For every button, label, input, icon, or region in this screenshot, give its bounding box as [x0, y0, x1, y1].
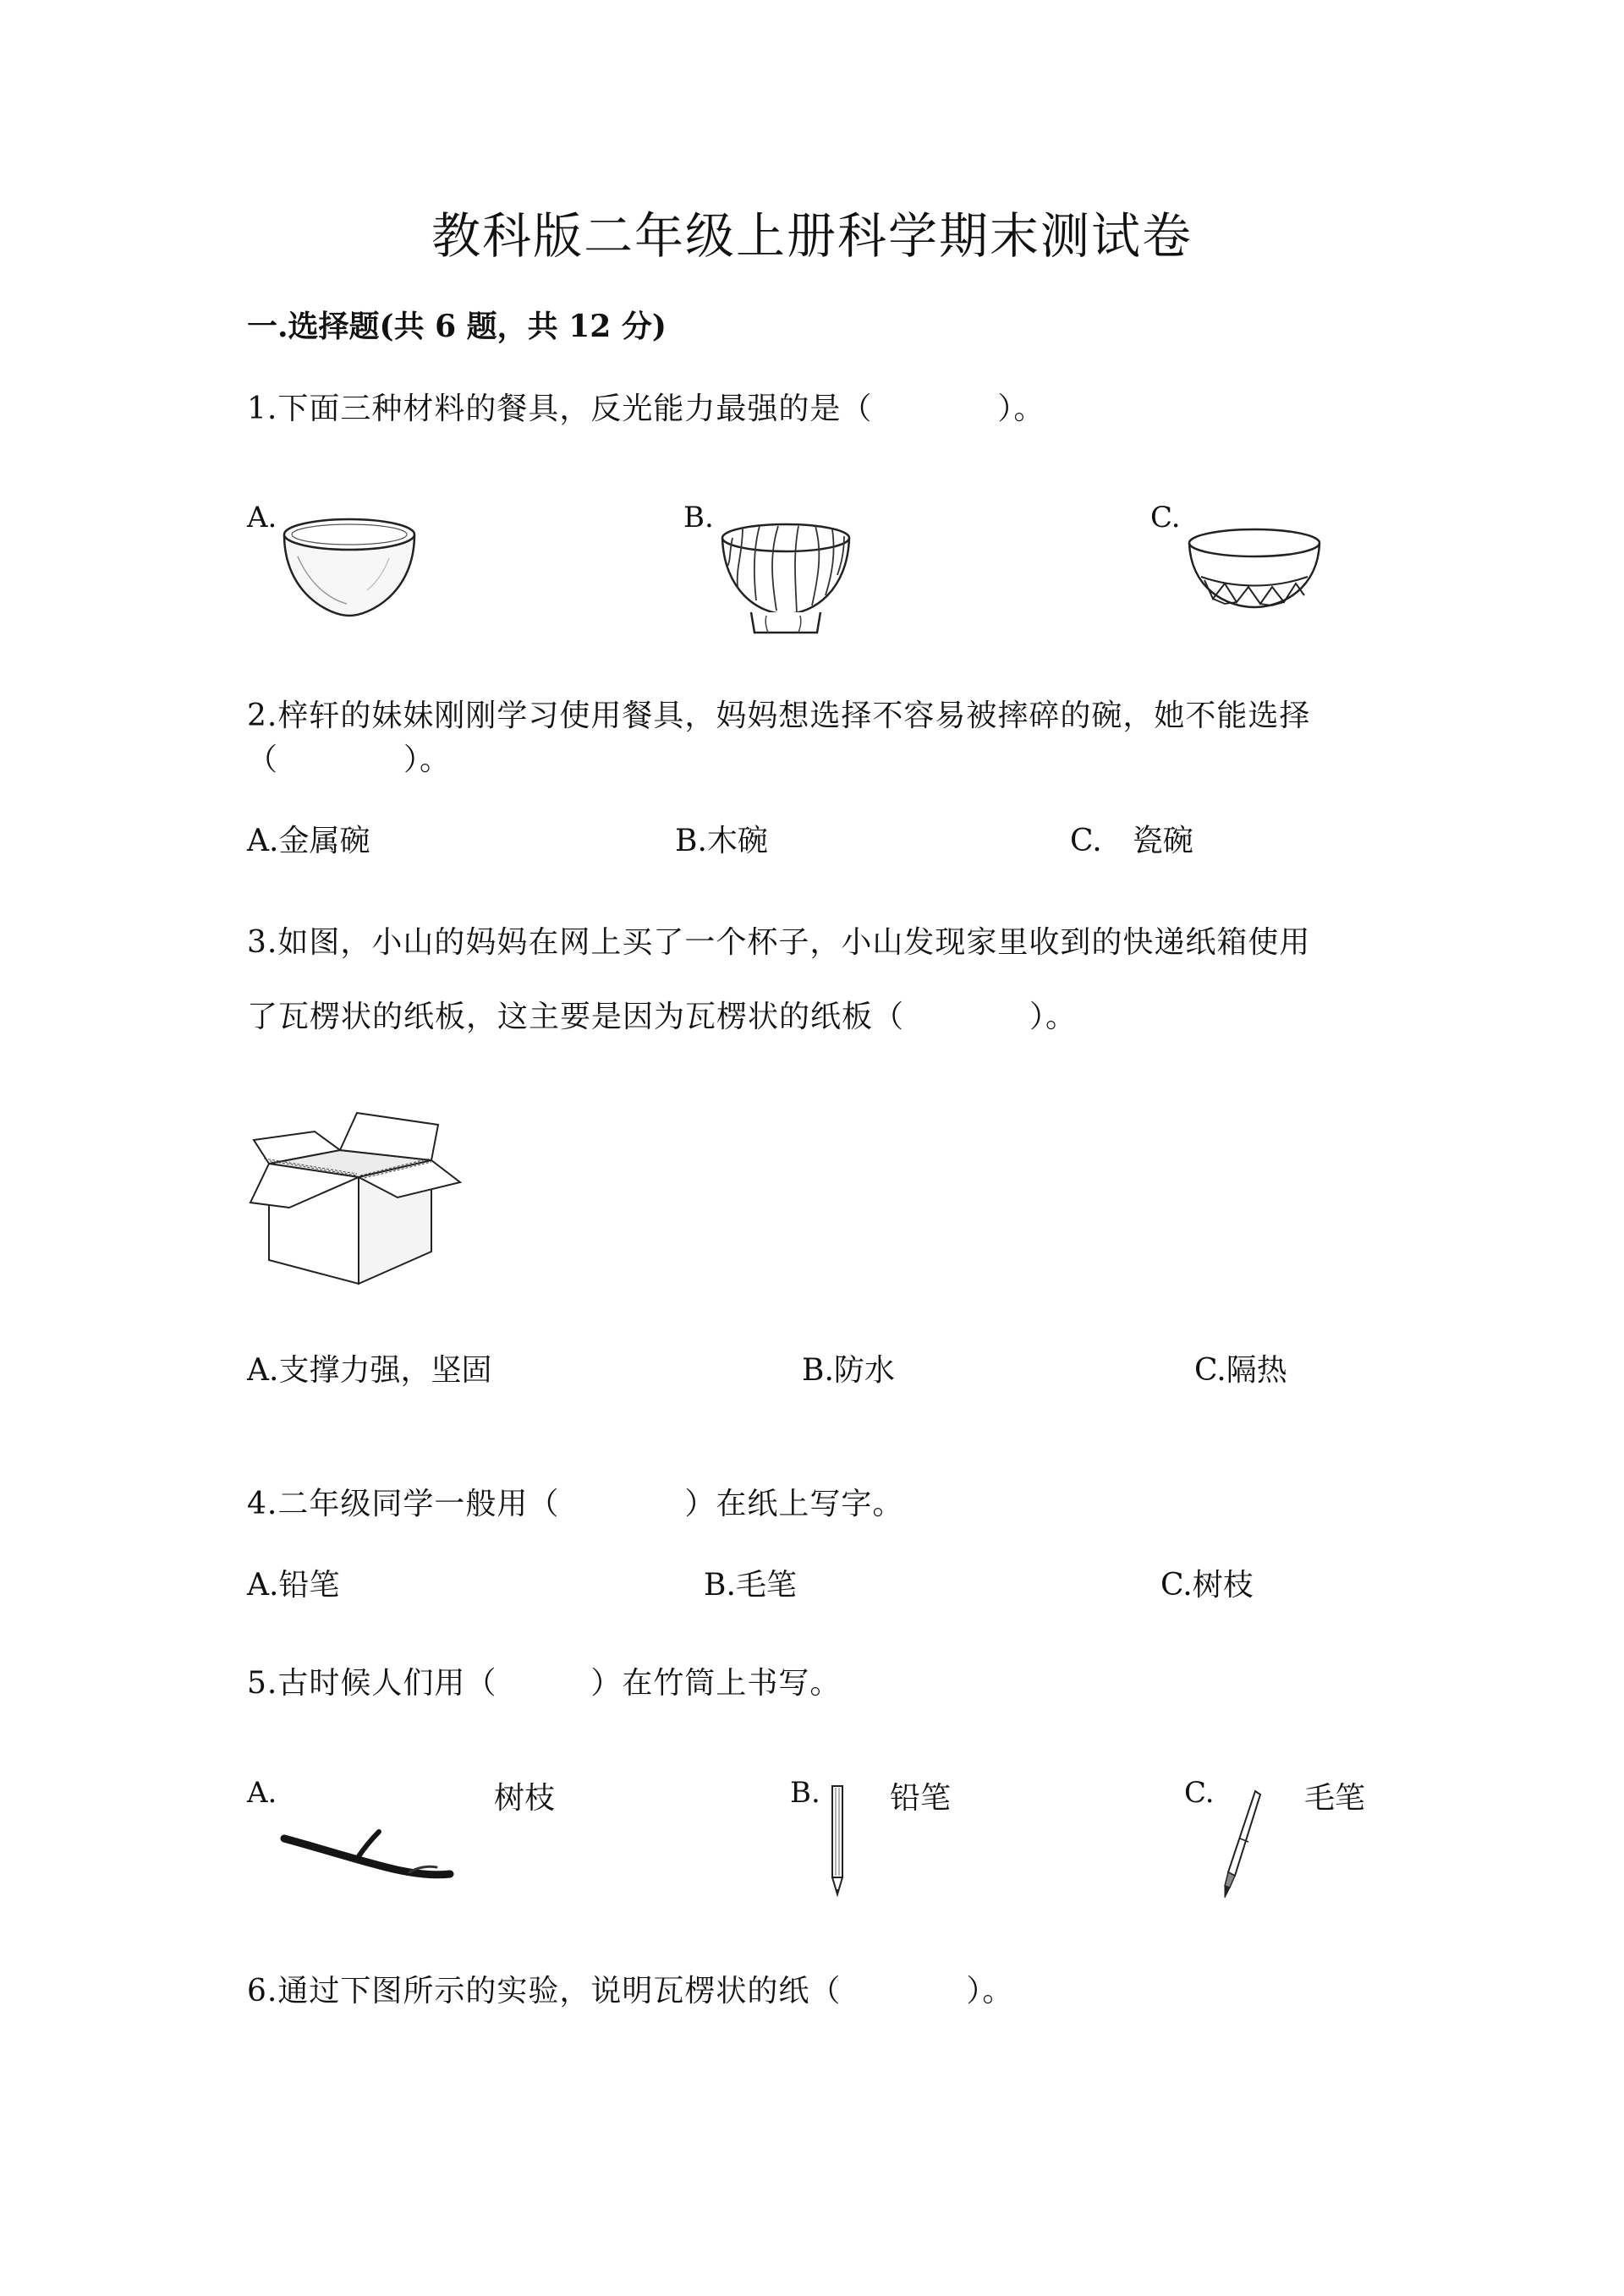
q2-option-b[interactable]: B.木碗	[675, 824, 768, 858]
question-6-text: 6.通过下图所示的实验，说明瓦楞状的纸（ ）。	[247, 1974, 1014, 2008]
q2-option-c[interactable]: C. 瓷碗	[1070, 824, 1193, 858]
q5-option-a-label[interactable]: A.	[247, 1776, 277, 1810]
question-4-text: 4.二年级同学一般用（ ）在纸上写字。	[247, 1487, 904, 1521]
q1-option-b-label[interactable]: B.	[683, 501, 714, 534]
cardboard-box-icon	[247, 1108, 462, 1285]
q5-option-b-label[interactable]: B.	[790, 1776, 820, 1810]
q5-option-c-label[interactable]: C.	[1184, 1776, 1215, 1810]
q2-option-a[interactable]: A.金属碗	[247, 824, 370, 858]
q4-option-c[interactable]: C.树枝	[1160, 1568, 1254, 1603]
question-2-line-2: （ ）。	[247, 743, 452, 777]
q5-option-b-name: 铅笔	[890, 1781, 952, 1816]
brush-pen-icon	[1218, 1788, 1262, 1899]
wooden-bowl-icon	[717, 519, 854, 638]
question-5-text: 5.古时候人们用（ ）在竹筒上书写。	[247, 1666, 842, 1701]
q5-option-c-name: 毛笔	[1304, 1781, 1366, 1816]
porcelain-bowl-icon	[1184, 526, 1325, 619]
q5-option-a-name: 树枝	[494, 1781, 556, 1816]
q4-option-a[interactable]: A.铅笔	[247, 1568, 340, 1603]
pencil-icon	[831, 1784, 844, 1899]
question-1-text: 1.下面三种材料的餐具，反光能力最强的是（ ）。	[247, 392, 1045, 426]
page-title: 教科版二年级上册科学期末测试卷	[431, 207, 1193, 265]
twig-icon	[283, 1827, 452, 1886]
q3-option-c[interactable]: C.隔热	[1194, 1353, 1287, 1388]
question-3-line-2: 了瓦楞状的纸板，这主要是因为瓦楞状的纸板（ ）。	[247, 1000, 1078, 1034]
question-2-line-1: 2.梓轩的妹妹刚刚学习使用餐具，妈妈想选择不容易被摔碎的碗，她不能选择	[247, 699, 1311, 733]
q3-option-b[interactable]: B.防水	[802, 1353, 895, 1388]
q1-option-c-label[interactable]: C.	[1150, 501, 1181, 534]
section-heading: 一.选择题(共 6 题，共 12 分)	[247, 309, 667, 344]
q3-option-a[interactable]: A.支撑力强，坚固	[247, 1353, 492, 1388]
question-3-line-1: 3.如图，小山的妈妈在网上买了一个杯子，小山发现家里收到的快递纸箱使用	[247, 925, 1311, 960]
metal-bowl-icon	[279, 516, 420, 619]
q1-option-a-label[interactable]: A.	[247, 501, 277, 534]
q4-option-b[interactable]: B.毛笔	[704, 1568, 797, 1603]
